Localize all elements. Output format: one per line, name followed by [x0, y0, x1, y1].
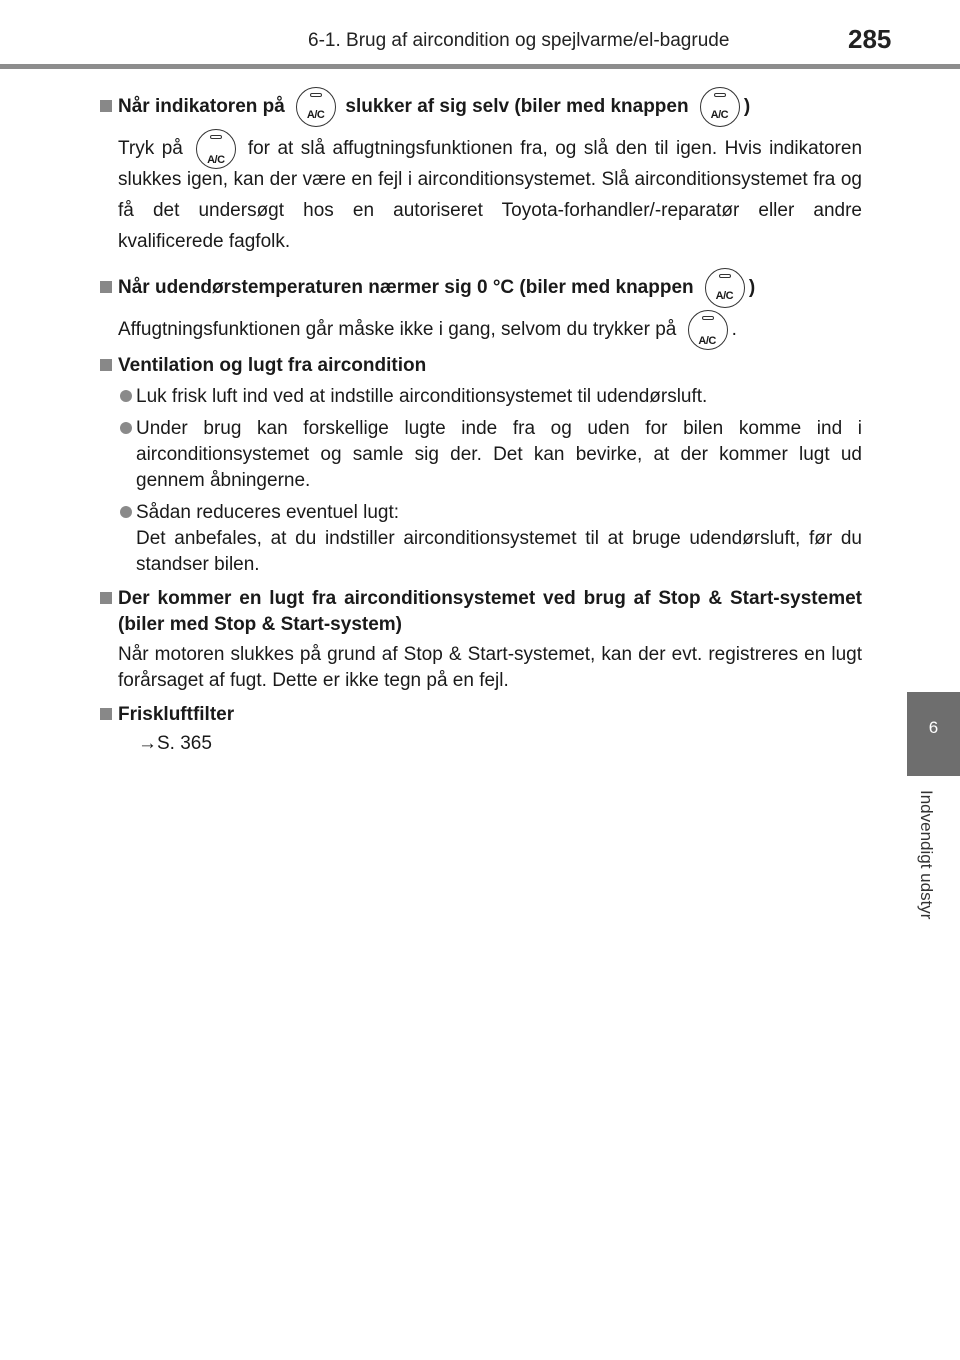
page-content	[98, 80, 862, 765]
arrow-right-icon: →	[138, 733, 157, 754]
section-outdoor-temp	[98, 275, 862, 345]
ac-button-icon: A/C	[688, 310, 728, 350]
section-ventilation	[98, 353, 862, 578]
page-number: 285	[848, 24, 892, 54]
square-bullet-icon	[100, 100, 112, 112]
ac-button-icon: A/C	[700, 87, 740, 127]
section-heading: Der kommer en lugt fra airconditionsystemet ved brug af Stop & Start-systemet (biler med Stop & Start-system)	[98, 586, 862, 638]
section-stop-start	[98, 586, 862, 694]
chapter-tab[interactable]	[907, 692, 960, 776]
square-bullet-icon	[100, 281, 112, 293]
round-bullet-icon	[120, 422, 132, 434]
section-title: 6-1. Brug af aircondition og spejlvarme/el-bagrude	[308, 30, 730, 51]
paragraph: Affugtningsfunktionen går måske ikke i gang, selvom du trykker på A/C .	[98, 314, 862, 345]
ac-button-icon: A/C	[705, 268, 745, 308]
round-bullet-icon	[120, 390, 132, 402]
chapter-number: 6	[928, 718, 939, 737]
chapter-label: Indvendigt udstyr	[917, 790, 936, 920]
section-heading: Ventilation og lugt fra aircondition	[98, 353, 862, 378]
list-item: Sådan reduceres eventuel lugt: Det anbefales, at du indstiller airconditionsystemet til at bruge udendørsluft, før du standser bilen.	[98, 500, 862, 578]
ac-button-icon: A/C	[196, 129, 236, 169]
paragraph: Når motoren slukkes på grund af Stop & Start-systemet, kan der evt. registreres en lugt forårsaget af fugt. Dette er ikke tegn på en fejl.	[118, 644, 862, 691]
ac-button-icon: A/C	[296, 87, 336, 127]
section-heading: Friskluftfilter	[98, 702, 862, 727]
page-reference-link[interactable]: S. 365	[157, 733, 212, 754]
section-heading: Når udendørstemperaturen nærmer sig 0 °C (biler med knappen A/C )	[98, 275, 862, 300]
square-bullet-icon	[100, 708, 112, 720]
square-bullet-icon	[100, 592, 112, 604]
list-item: Under brug kan forskellige lugte inde fra og uden for bilen komme ind i airconditionsystemet og samle sig der. Det kan bevirke, at der kommer lugt ud gennem åbningerne.	[98, 416, 862, 494]
page-header	[0, 0, 960, 70]
square-bullet-icon	[100, 359, 112, 371]
section-indicator-off	[98, 94, 862, 257]
section-fresh-air-filter	[98, 702, 862, 757]
section-heading: Når indikatoren på A/C slukker af sig selv (biler med knappen A/C )	[98, 94, 862, 119]
cross-reference[interactable]	[98, 731, 862, 757]
list-item: Luk frisk luft ind ved at indstille airconditionsystemet til udendørsluft.	[98, 384, 862, 410]
paragraph: Tryk på A/C for at slå affugtningsfunktionen fra, og slå den til igen. Hvis indikatoren slukkes igen, kan der være en fejl i airconditionsystemet. Slå airconditionsystemet fra og få det undersøgt hos en autoriseret Toyota-forhandler/-reparatør eller andre kvalificerede fagfolk.	[98, 133, 862, 257]
header-rule	[0, 64, 960, 69]
round-bullet-icon	[120, 506, 132, 518]
